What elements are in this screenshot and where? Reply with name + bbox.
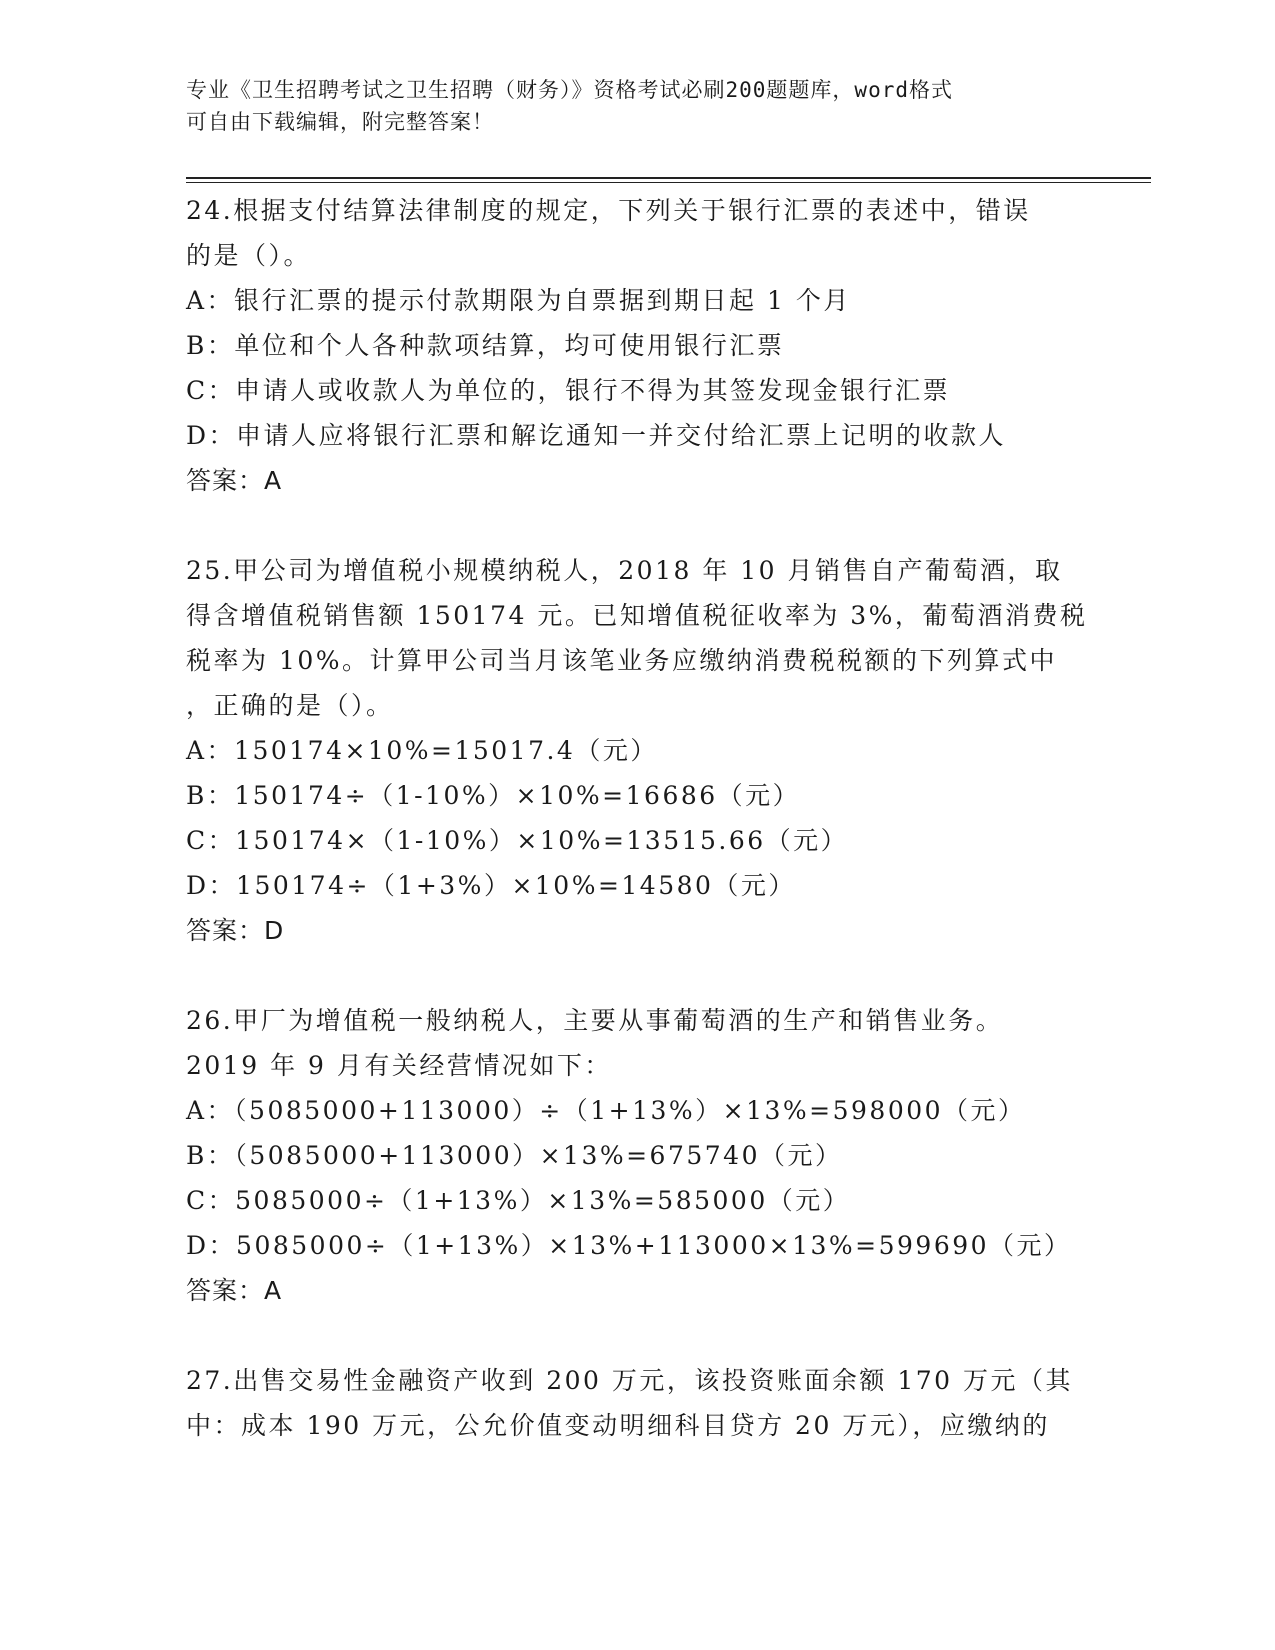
question-spacer: [186, 953, 1086, 998]
answer-text: 答案：D: [186, 916, 285, 945]
question-spacer: [186, 1313, 1086, 1358]
question-stem-line: 2019 年 9 月有关经营情况如下：: [186, 1051, 612, 1080]
question-stem-line: 得含增值税销售额 150174 元。已知增值税征收率为 3%，葡萄酒消费税: [186, 601, 1088, 630]
question-26: [186, 998, 1086, 1313]
question-list: [186, 188, 1086, 1448]
question-27: [186, 1358, 1086, 1448]
question-stem-line: 25.甲公司为增值税小规模纳税人，2018 年 10 月销售自产葡萄酒，取: [186, 556, 1063, 585]
question-stem-line: 税率为 10%。计算甲公司当月该笔业务应缴纳消费税税额的下列算式中: [186, 646, 1058, 675]
document-header: [186, 74, 1066, 138]
question-stem-line: 27.出售交易性金融资产收到 200 万元，该投资账面余额 170 万元（其: [186, 1366, 1073, 1395]
option-d: D：申请人应将银行汇票和解讫通知一并交付给汇票上记明的收款人: [186, 421, 1007, 450]
option-a: A：150174×10%=15017.4（元）: [186, 736, 658, 765]
option-c: C：5085000÷（1+13%）×13%=585000（元）: [186, 1186, 851, 1215]
option-b: B：单位和个人各种款项结算，均可使用银行汇票: [186, 331, 785, 360]
option-a: A：银行汇票的提示付款期限为自票据到期日起 1 个月: [186, 286, 851, 315]
question-stem-line: ，正确的是（）。: [186, 691, 394, 720]
option-d: D：150174÷（1+3%）×10%=14580（元）: [186, 871, 796, 900]
option-c: C：150174×（1-10%）×10%=13515.66（元）: [186, 826, 849, 855]
option-b: B：（5085000+113000）×13%=675740（元）: [186, 1141, 843, 1170]
header-line-2: 可自由下载编辑，附完整答案！: [186, 110, 494, 134]
answer-text: 答案：A: [186, 1276, 283, 1305]
question-stem-line: 26.甲厂为增值税一般纳税人，主要从事葡萄酒的生产和销售业务。: [186, 1006, 1004, 1035]
option-c: C：申请人或收款人为单位的，银行不得为其签发现金银行汇票: [186, 376, 951, 405]
question-25: [186, 548, 1086, 953]
option-a: A：（5085000+113000）÷（1+13%）×13%=598000（元）: [186, 1096, 1026, 1125]
answer-text: 答案：A: [186, 466, 283, 495]
question-stem-line: 的是（）。: [186, 241, 312, 270]
header-divider-thin: [186, 182, 1151, 183]
header-divider-thick: [186, 177, 1151, 179]
question-24: [186, 188, 1086, 503]
question-stem-line: 中：成本 190 万元，公允价值变动明细科目贷方 20 万元），应缴纳的: [186, 1411, 1050, 1440]
question-spacer: [186, 503, 1086, 548]
question-stem-line: 24.根据支付结算法律制度的规定，下列关于银行汇票的表述中，错误: [186, 196, 1031, 225]
header-line-1: 专业《卫生招聘考试之卫生招聘（财务）》资格考试必刷200题题库，word格式: [186, 78, 953, 102]
option-d: D：5085000÷（1+13%）×13%+113000×13%=599690（元）: [186, 1231, 1072, 1260]
option-b: B：150174÷（1-10%）×10%=16686（元）: [186, 781, 801, 810]
